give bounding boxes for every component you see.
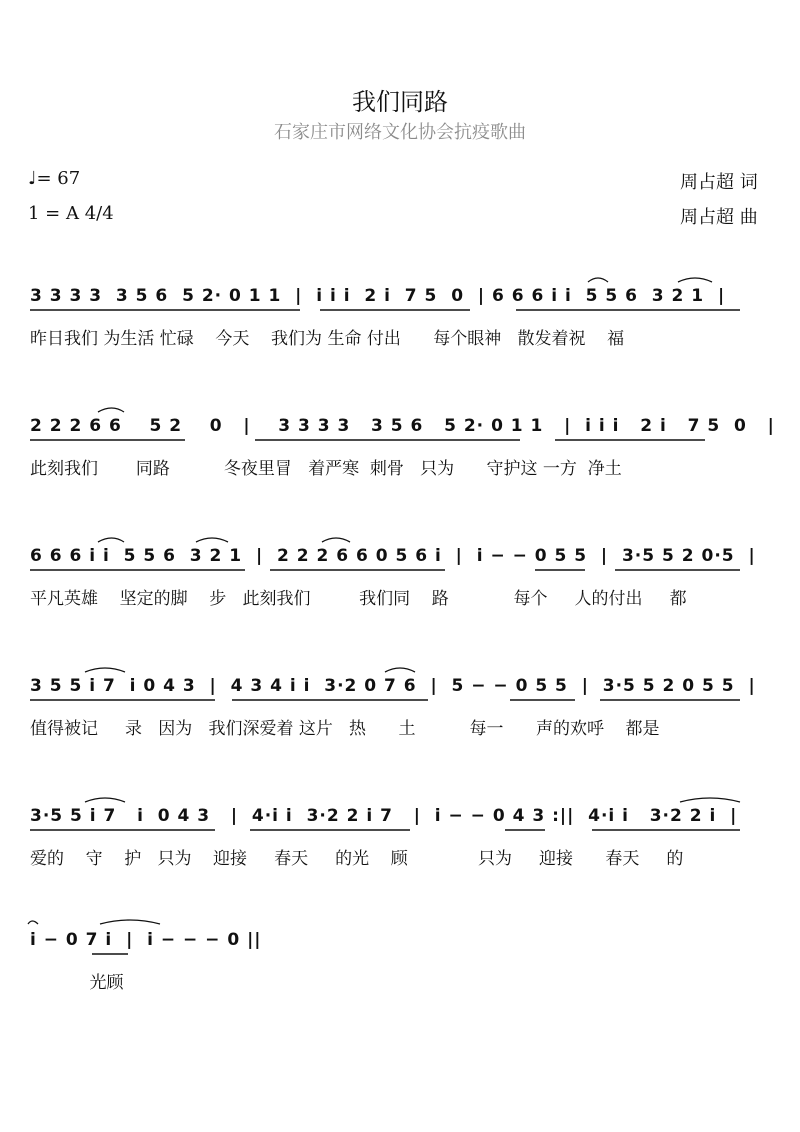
notation-line: 2 2 2 6 6 5 2 0 | 3 3 3 3 3 5 6 5 2· 0 1 1 | i i i 2 i 7 5 0 |: [30, 416, 775, 436]
score-system-6: [0, 930, 800, 1020]
score-system-1: [0, 286, 800, 376]
slur-marks: [0, 806, 800, 846]
score-system-5: [0, 806, 800, 896]
score-system-3: [0, 546, 800, 636]
notation-line: 3 5 5 i 7 i 0 4 3 | 4 3 4 i i 3·2 0 7 6 | 5 − − 0 5 5 | 3·5 5 2 0 5 5 |: [30, 676, 756, 696]
key-signature: 1 = A 4/4: [28, 203, 114, 224]
score-system-4: [0, 676, 800, 766]
lyrics-line: 昨日我们 为生活 忙碌 今天 我们为 生命 付出 每个眼神 散发着祝 福: [30, 329, 625, 349]
slur-marks: [0, 416, 800, 456]
notation-line: 6 6 6 i i 5 5 6 3 2 1 | 2 2 2 6 6 0 5 6 i | i − − 0 5 5 | 3·5 5 2 0·5 |: [30, 546, 756, 566]
lyricist-credit: 周占超 词: [680, 172, 758, 193]
lyrics-line: 值得被记 录 因为 我们深爱着 这片 热 土 每一 声的欢呼 都是: [30, 719, 660, 739]
lyrics-line: 平凡英雄 坚定的脚 步 此刻我们 我们同 路 每个 人的付出 都: [30, 589, 687, 609]
composer-credit: 周占超 曲: [680, 207, 758, 228]
song-subtitle: 石家庄市网络文化协会抗疫歌曲: [274, 122, 526, 143]
slur-marks: [0, 930, 800, 970]
lyrics-line: 爱的 守 护 只为 迎接 春天 的光 顾 只为 迎接 春天 的: [30, 849, 684, 869]
notation-line: 3·5 5 i 7 i 0 4 3 | 4·i i 3·2 2 i 7 | i − − 0 4 3 :|| 4·i i 3·2 2 i |: [30, 806, 738, 826]
slur-marks: [0, 286, 800, 326]
slur-marks: [0, 546, 800, 586]
notation-line: 3 3 3 3 3 5 6 5 2· 0 1 1 | i i i 2 i 7 5 0 | 6 6 6 i i 5 5 6 3 2 1 |: [30, 286, 726, 306]
slur-marks: [0, 676, 800, 716]
lyrics-line: 光顾: [30, 973, 124, 993]
lyrics-line: 此刻我们 同路 冬夜里冒 着严寒 刺骨 只为 守护这 一方 净土: [30, 459, 622, 479]
score-system-2: [0, 416, 800, 506]
tempo-marking: ♩= 67: [28, 168, 81, 189]
notation-line: i − 0 7 i | i − − − 0 ||: [30, 930, 262, 950]
song-title: 我们同路: [352, 88, 448, 116]
